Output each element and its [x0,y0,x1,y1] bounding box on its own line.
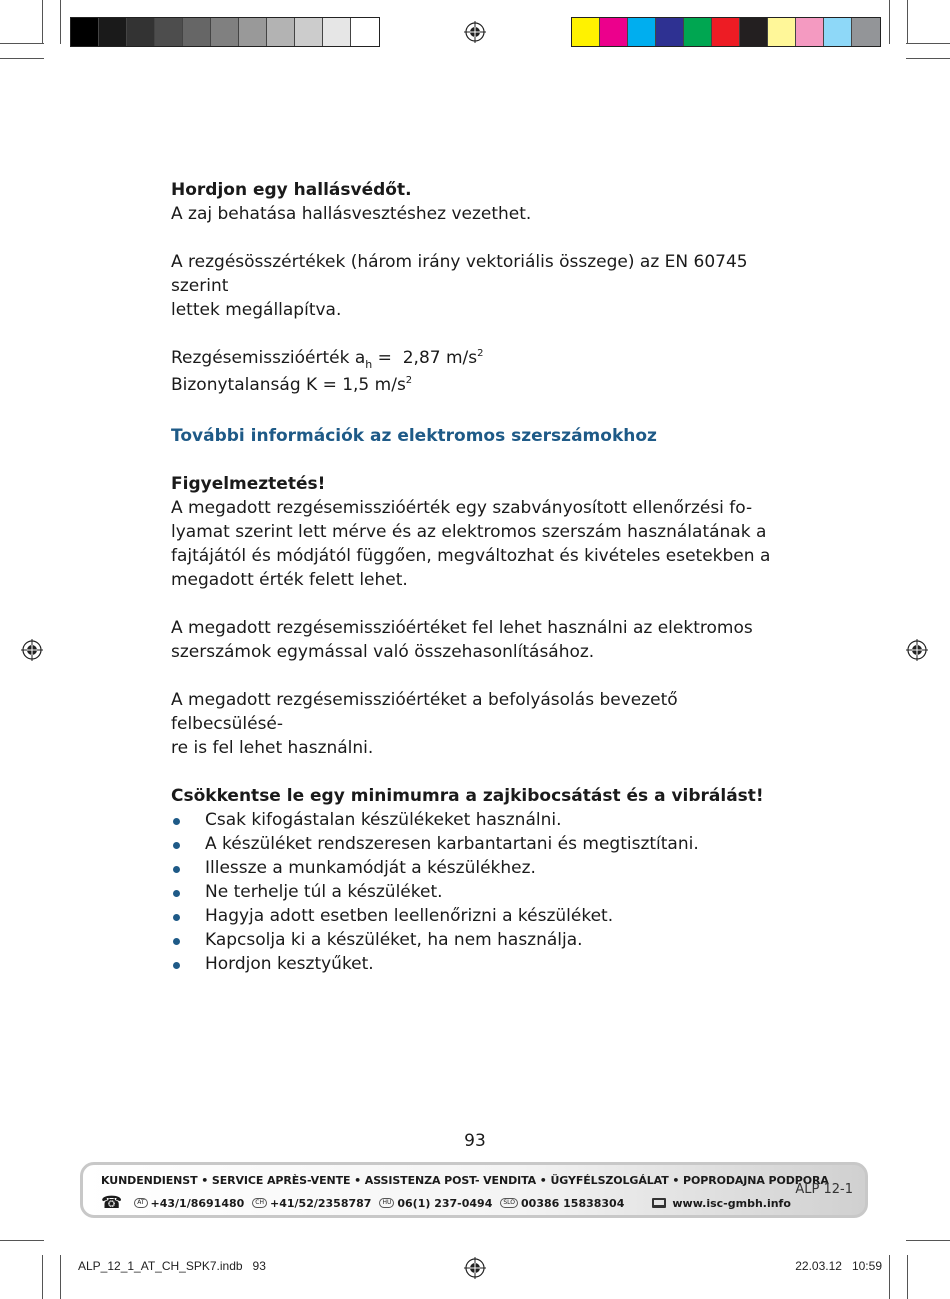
phone-number: +41/52/2358787 [270,1196,372,1210]
phone-number: 06(1) 237-0494 [397,1196,493,1210]
paragraph-line: szerszámok egymással való összehasonlításához. [171,642,595,662]
paragraph-line: lettek megállapítva. [171,300,342,320]
uncertainty-value [171,375,412,395]
model-label: ALP 12-1 [795,1182,853,1197]
paragraph-line: A megadott rezgésemisszióérték egy szabványosított ellenőrzési fo- [171,498,753,518]
list-item: Ne terhelje túl a készüléket. [171,880,781,904]
gray-swatch [99,18,127,46]
paragraph-line: A rezgésösszértékek (három irány vektoriális összege) az EN 60745 szerint [171,252,748,296]
list-item: Illessze a munkamódját a készülékhez. [171,856,781,880]
vibration-emission-value [171,348,484,371]
gray-swatch [211,18,239,46]
paragraph-line: fajtájától és módjától függően, megváltozhat és kivételes esetekben a [171,546,771,566]
list-item: Hagyja adott esetben leellenőrizni a készüléket. [171,904,781,928]
list-item: Csak kifogástalan készülékeket használni. [171,808,781,832]
country-code: HU [379,1198,394,1208]
contact-line [101,1193,791,1213]
website-link[interactable]: www.isc-gmbh.info [672,1196,791,1210]
color-swatches [571,17,881,47]
country-code: CH [252,1198,267,1208]
color-swatch [684,18,712,46]
color-swatch [600,18,628,46]
registration-mark-icon [464,21,486,43]
vibration-label: Rezgésemisszióérték a [171,348,366,368]
grayscale-swatches [70,17,380,47]
gray-swatch [71,18,99,46]
color-swatch [852,18,880,46]
country-code: AT [134,1198,147,1208]
section-heading: További információk az elektromos szerszámokhoz [171,426,657,446]
color-swatch [740,18,768,46]
warning-heading: Figyelmeztetés! [171,474,326,494]
noise-warning-text: A zaj behatása hallásvesztéshez vezethet. [171,204,532,224]
gray-swatch [267,18,295,46]
registration-mark-icon [464,1257,486,1279]
gray-swatch [127,18,155,46]
vibration-subscript: h [365,358,373,371]
service-footer [80,1162,868,1218]
gray-swatch [295,18,323,46]
bullet-list [171,808,781,976]
vibration-value: = 2,87 m/s [372,348,478,368]
gray-swatch [351,18,379,46]
gray-swatch [239,18,267,46]
file-slug: ALP_12_1_AT_CH_SPK7.indb 93 [78,1259,266,1273]
warning-section [171,472,781,592]
service-names: KUNDENDIENST • SERVICE APRÈS-VENTE • ASSISTENZA POST- VENDITA • ÜGYFÉLSZOLGÁLAT • POPRODAJNA PODPORA [101,1174,829,1187]
list-item: Kapcsolja ki a készüléket, ha nem használja. [171,928,781,952]
registration-mark-icon [21,639,43,661]
vibration-superscript: 2 [477,348,484,359]
assessment-paragraph [171,688,781,760]
list-item: A készüléket rendszeresen karbantartani és megtisztítani. [171,832,781,856]
reduce-section [171,784,781,976]
color-swatch [712,18,740,46]
color-swatch [572,18,600,46]
reduce-heading: Csökkentse le egy minimumra a zajkibocsátást és a vibrálást! [171,786,764,806]
phone-icon: ☎ [101,1193,123,1213]
page-number: 93 [464,1131,486,1151]
paragraph-line: A megadott rezgésemisszióértéket a befolyásolás bevezető felbecsülésé- [171,690,678,734]
color-swatch [768,18,796,46]
list-item: Hordjon kesztyűket. [171,952,781,976]
color-swatch [796,18,824,46]
hearing-protection-heading: Hordjon egy hallásvédőt. [171,180,412,200]
page-content [171,178,781,976]
date-slug: 22.03.12 10:59 [795,1259,882,1273]
gray-swatch [183,18,211,46]
country-code: SLO [500,1198,518,1208]
paragraph-line: megadott érték felett lehet. [171,570,408,590]
paragraph-line: lyamat szerint lett mérve és az elektromos szerszám használatának a [171,522,767,542]
phone-number: +43/1/8691480 [150,1196,245,1210]
gray-swatch [155,18,183,46]
color-swatch [628,18,656,46]
paragraph-line: re is fel lehet használni. [171,738,374,758]
paragraph-line: A megadott rezgésemisszióértéket fel lehet használni az elektromos [171,618,753,638]
laptop-icon [652,1198,666,1208]
hearing-protection-section [171,178,781,226]
vibration-values [171,346,781,400]
uncertainty-superscript: 2 [405,375,413,386]
phone-number: 00386 15838304 [521,1196,625,1210]
color-swatch [824,18,852,46]
gray-swatch [323,18,351,46]
uncertainty-label: Bizonytalanság K = 1,5 m/s [171,375,406,395]
comparison-paragraph [171,616,781,664]
vibration-total-paragraph [171,250,781,322]
registration-mark-icon [906,639,928,661]
color-swatch [656,18,684,46]
